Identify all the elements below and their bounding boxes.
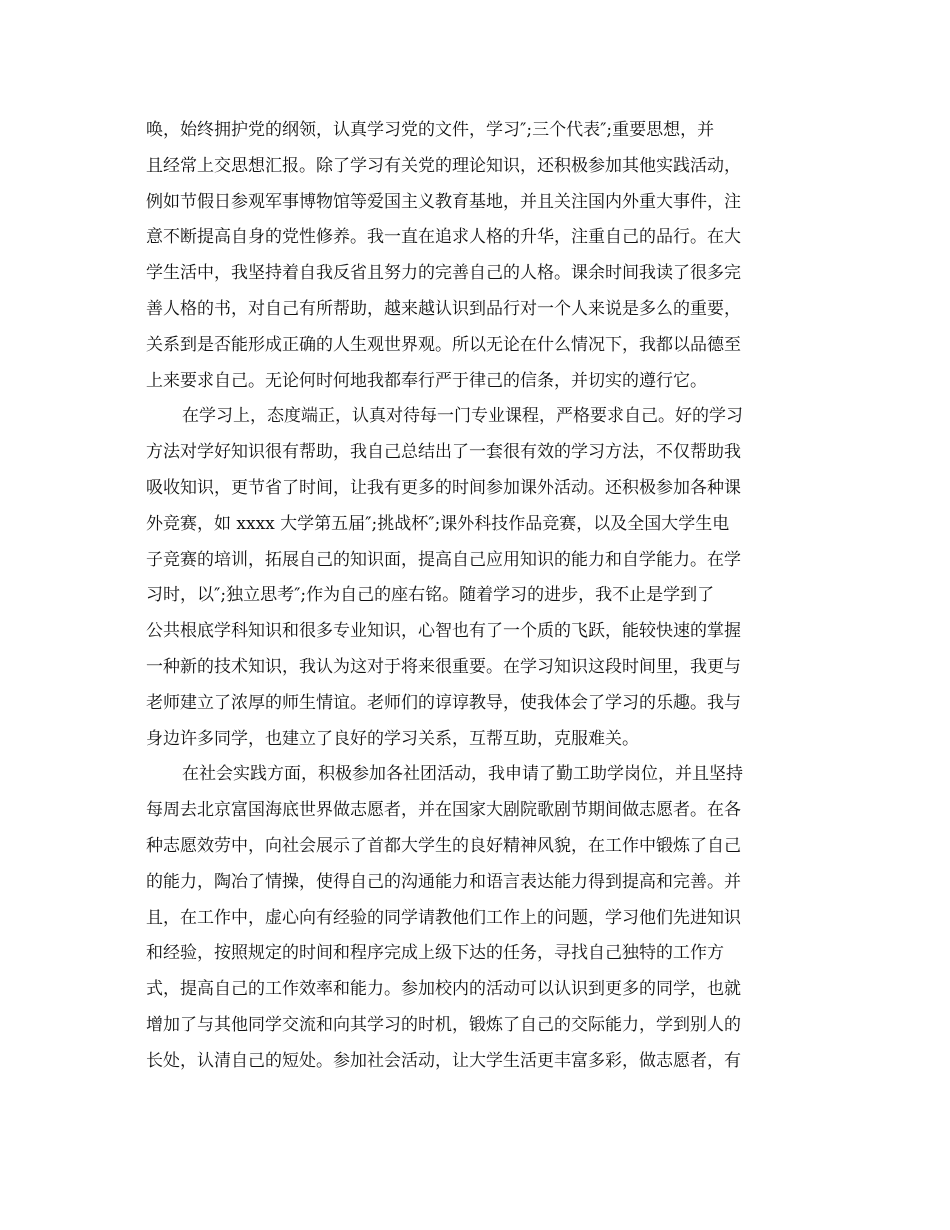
text-line: 且经常上交思想汇报。除了学习有关党的理论知识，还积极参加其他实践活动， (146, 155, 741, 176)
text-line: 老师建立了浓厚的师生情谊。老师们的谆谆教导，使我体会了学习的乐趣。我与 (146, 692, 741, 713)
text-line: 唤，始终拥护党的纲领，认真学习党的文件，学习″;三个代表″;重要思想，并 (146, 120, 715, 140)
paragraph-social-practice (146, 757, 806, 1079)
text-line: 善人格的书，对自己有所帮助，越来越认识到品行对一个人来说是多么的重要， (146, 298, 741, 319)
text-line: 子竞赛的培训，拓展自己的知识面，提高自己应用知识的能力和自学能力。在学 (146, 549, 741, 570)
text-line: 的能力，陶冶了情操，使得自己的沟通能力和语言表达能力得到提高和完善。并 (146, 871, 741, 892)
text-line: 且，在工作中，虚心向有经验的同学请教他们工作上的问题，学习他们先进知识 (146, 907, 741, 928)
text-line: 方法对学好知识很有帮助，我自己总结出了一套很有效的学习方法，不仅帮助我 (146, 442, 741, 463)
paragraph-study (146, 399, 806, 757)
text-line: 意不断提高自身的党性修养。我一直在追求人格的升华，注重自己的品行。在大 (146, 227, 741, 248)
paragraph-party-activities (146, 113, 806, 399)
text-line: 身边许多同学，也建立了良好的学习关系，互帮互助，克服难关。 (146, 728, 639, 749)
text-line: 学生活中，我坚持着自我反省且努力的完善自己的人格。课余时间我读了很多完 (146, 263, 741, 284)
text-line: 吸收知识，更节省了时间，让我有更多的时间参加课外活动。还积极参加各种课 (146, 477, 741, 498)
text-line: 和经验，按照规定的时间和程序完成上级下达的任务，寻找自己独特的工作方 (146, 943, 724, 964)
text-line: 式，提高自己的工作效率和能力。参加校内的活动可以认识到更多的同学，也就 (146, 979, 741, 1000)
text-line: 增加了与其他同学交流和向其学习的时机，锻炼了自己的交际能力，学到别人的 (146, 1014, 741, 1035)
document-body (146, 113, 806, 1080)
text-line: 长处，认清自己的短处。参加社会活动，让大学生活更丰富多彩，做志愿者，有 (146, 1050, 741, 1071)
text-line: 习时，以″;独立思考″;作为自己的座右铭。随着学习的进步，我不止是学到了 (146, 585, 715, 606)
text-line-first: 在社会实践方面，积极参加各社团活动，我申请了勤工助学岗位，并且坚持 (182, 764, 743, 785)
text-line: 一种新的技术知识，我认为这对于将来很重要。在学习知识这段时间里，我更与 (146, 656, 741, 677)
text-line-first: 在学习上，态度端正，认真对待每一门专业课程，严格要求自己。好的学习 (182, 406, 743, 427)
text-line: 上来要求自己。无论何时何地我都奉行严于律己的信条，并切实的遵行它。 (146, 370, 707, 391)
text-line: 种志愿效劳中，向社会展示了首都大学生的良好精神风貌，在工作中锻炼了自己 (146, 835, 741, 856)
text-line: 每周去北京富国海底世界做志愿者，并在国家大剧院歌剧节期间做志愿者。在各 (146, 800, 741, 821)
text-line: 公共根底学科知识和很多专业知识，心智也有了一个质的飞跃，能较快速的掌握 (146, 621, 741, 642)
text-line: 关系到是否能形成正确的人生观世界观。所以无论在什么情况下，我都以品德至 (146, 334, 741, 355)
text-line: 外竞赛，如 xxxx 大学第五届″;挑战杯″;课外科技作品竞赛，以及全国大学生电 (146, 513, 730, 534)
text-line: 例如节假日参观军事博物馆等爱国主义教育基地，并且关注国内外重大事件，注 (146, 191, 741, 212)
